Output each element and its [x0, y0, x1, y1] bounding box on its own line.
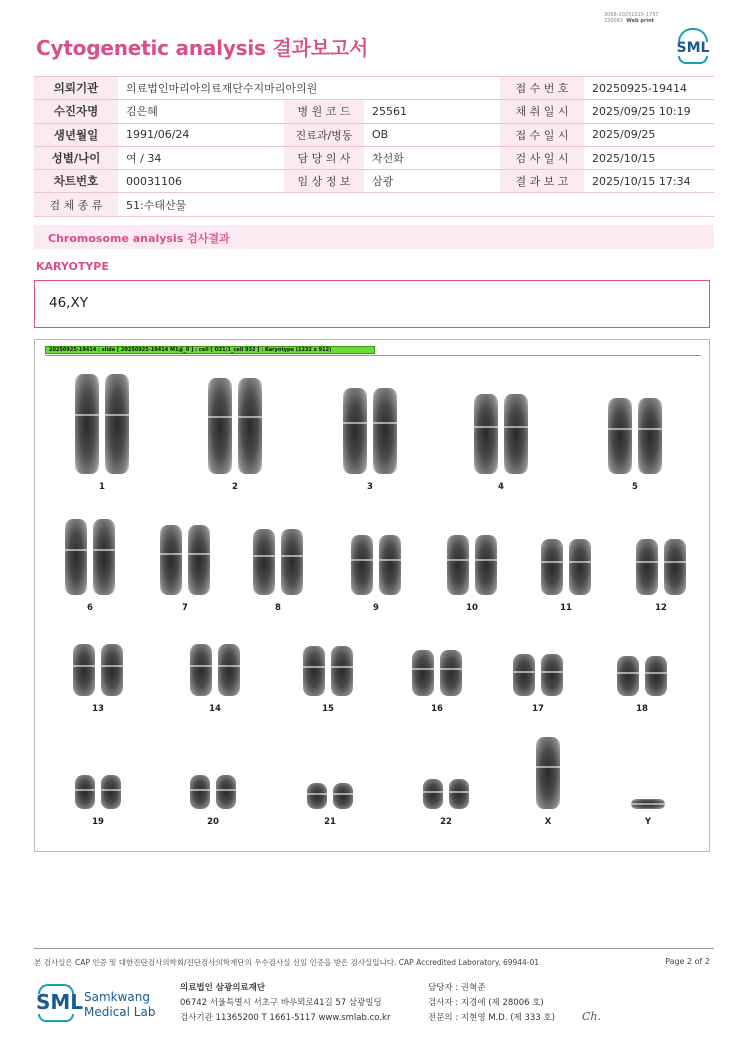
info-value: 2025/10/15 17:34	[584, 170, 714, 193]
info-value: 00031106	[118, 170, 284, 193]
chromosome-label: 10	[466, 603, 478, 613]
chromatid	[190, 644, 212, 696]
chromatid	[449, 779, 469, 809]
chromosome-y	[638, 785, 658, 809]
chromatid	[412, 650, 434, 696]
chromatid	[343, 388, 367, 474]
chromatid	[216, 775, 236, 809]
certification-note: 본 검사실은 CAP 인증 및 대한진단검사의학회/진단검사의학재단의 우수검사실 신임 인증을 받은 검사실입니다. CAP Accredited Laboratory. 69944-01	[34, 958, 540, 967]
info-row	[34, 193, 714, 216]
chromosome-label: X	[544, 817, 552, 827]
info-row	[34, 123, 714, 146]
chromatid	[617, 656, 639, 696]
chromatid	[631, 799, 665, 809]
samkwang-logo	[36, 984, 156, 1024]
info-row	[34, 77, 714, 100]
info-value: 김은혜	[118, 100, 284, 123]
staff-specialist: 전문의 : 지현영 M.D. (제 333 호)	[428, 1013, 555, 1023]
chromosome-label: 4	[498, 482, 504, 492]
chromatid	[333, 783, 353, 809]
chromosome-label: 13	[92, 704, 104, 714]
chromatid	[664, 539, 686, 595]
info-label: 접 수 일 시	[500, 123, 584, 146]
chromosome-label: 17	[532, 704, 544, 714]
chromatid	[218, 644, 240, 696]
info-label: 담 당 의 사	[284, 146, 364, 169]
chromosome-16	[412, 650, 462, 696]
chromatid	[447, 535, 469, 595]
info-value: 51:수태산물	[118, 193, 714, 216]
chromatid	[379, 535, 401, 595]
organization-name: 의료법인 삼광의료재단	[180, 983, 266, 993]
chromosome-label: 6	[87, 603, 93, 613]
karyogram-image	[34, 339, 710, 852]
info-label: 성별/나이	[34, 146, 118, 169]
chromatid	[253, 529, 275, 595]
organization-address: 06742 서울특별시 서초구 바우뫼로41길 57 삼광빌딩	[180, 998, 382, 1008]
info-value: 삼광	[364, 170, 500, 193]
chromosome-9	[351, 535, 401, 595]
info-label: 임 상 정 보	[284, 170, 364, 193]
chromosome-10	[447, 535, 497, 595]
karyogram-header: 20250925-19414 : slide [ 20250925-19414 M1@_0 ] : cell [ O21/1_cell 932 ] : Karyotype (1232 x 912)	[45, 346, 375, 354]
organization-contact: 검사기관 11365200 T 1661-5117 www.smlab.co.kr	[180, 1013, 391, 1023]
print-code-label: Web print	[626, 18, 655, 24]
info-value: 25561	[364, 100, 500, 123]
info-row	[34, 100, 714, 123]
chromatid	[636, 539, 658, 595]
chromatid	[208, 378, 232, 474]
info-value: 차선화	[364, 146, 500, 169]
chromatid	[65, 519, 87, 595]
chromosome-15	[303, 646, 353, 696]
chromosome-label: 21	[324, 817, 336, 827]
chromatid	[75, 374, 99, 474]
chromosome-label: 7	[182, 603, 188, 613]
chromatid	[474, 394, 498, 474]
chromatid	[541, 654, 563, 696]
chromosome-2	[208, 378, 262, 474]
sml-logo	[672, 26, 714, 66]
staff-manager: 담당자 : 권혁준	[428, 983, 486, 993]
chromatid	[160, 525, 182, 595]
chromatid	[238, 378, 262, 474]
chromosome-label: 15	[322, 704, 334, 714]
info-label: 의뢰기관	[34, 77, 118, 100]
chromatid	[73, 644, 95, 696]
chromatid	[351, 535, 373, 595]
chromosome-label: 19	[92, 817, 104, 827]
chromosome-label: Y	[644, 817, 652, 827]
info-value: 2025/09/25 10:19	[584, 100, 714, 123]
chromosome-label: 20	[207, 817, 219, 827]
chromatid	[423, 779, 443, 809]
samkwang-logo-sml: SML	[36, 990, 84, 1014]
chromosome-22	[423, 779, 469, 809]
chromatid	[373, 388, 397, 474]
page-number: Page 2 of 2	[665, 957, 710, 966]
chromatid	[307, 783, 327, 809]
karyogram-divider	[45, 355, 701, 356]
chromosome-18	[617, 656, 667, 696]
chromatid	[513, 654, 535, 696]
chromatid	[504, 394, 528, 474]
info-label: 생년월일	[34, 123, 118, 146]
info-label: 병 원 코 드	[284, 100, 364, 123]
chromosome-label: 9	[373, 603, 379, 613]
info-label: 수진자명	[34, 100, 118, 123]
info-label: 차트번호	[34, 170, 118, 193]
chromatid	[440, 650, 462, 696]
chromosome-label: 16	[431, 704, 443, 714]
chromosome-12	[636, 539, 686, 595]
chromatid	[638, 398, 662, 474]
info-value: 의료법인마리아의료재단수지마리아의원	[118, 77, 500, 100]
chromosome-14	[190, 644, 240, 696]
chromosome-label: 1	[99, 482, 105, 492]
karyotype-result-box	[34, 280, 710, 328]
chromosome-4	[474, 394, 528, 474]
chromosome-label: 14	[209, 704, 221, 714]
sml-logo-text: SML	[676, 40, 710, 56]
chromosome-20	[190, 775, 236, 809]
info-value: 여 / 34	[118, 146, 284, 169]
info-value: 1991/06/24	[118, 123, 284, 146]
chromatid	[93, 519, 115, 595]
chromatid	[645, 656, 667, 696]
chromatid	[101, 644, 123, 696]
chromatid	[281, 529, 303, 595]
chromatid	[75, 775, 95, 809]
info-label: 진료과/병동	[284, 123, 364, 146]
report-title: Cytogenetic analysis 결과보고서	[36, 36, 369, 60]
chromosome-label: 22	[440, 817, 452, 827]
patient-info-table	[34, 76, 714, 217]
info-row	[34, 170, 714, 193]
chromosome-3	[343, 388, 397, 474]
chromosome-label: 5	[632, 482, 638, 492]
info-value: 20250925-19414	[584, 77, 714, 100]
chromosome-label: 11	[560, 603, 572, 613]
chromosome-7	[160, 525, 210, 595]
info-label: 채 취 일 시	[500, 100, 584, 123]
chromosome-label: 18	[636, 704, 648, 714]
karyotype-label: KARYOTYPE	[36, 260, 109, 273]
chromatid	[331, 646, 353, 696]
signature: Ch.	[582, 1010, 601, 1023]
info-row	[34, 146, 714, 169]
chromatid	[190, 775, 210, 809]
chromosome-label: 3	[367, 482, 373, 492]
chromatid	[101, 775, 121, 809]
footer-divider	[34, 948, 714, 949]
chromatid	[541, 539, 563, 595]
chromosome-x	[536, 737, 560, 809]
chromosome-1	[75, 374, 129, 474]
chromosome-8	[253, 529, 303, 595]
chromosome-21	[307, 783, 353, 809]
organization-info	[180, 981, 390, 1026]
chromosome-5	[608, 398, 662, 474]
section-title: Chromosome analysis 검사결과	[48, 232, 230, 245]
info-value: 2025/09/25	[584, 123, 714, 146]
karyotype-value: 46,XY	[49, 295, 88, 311]
chromatid	[569, 539, 591, 595]
chromosome-6	[65, 519, 115, 595]
section-header	[34, 225, 714, 249]
print-code-id: 230083	[604, 18, 624, 24]
chromatid	[475, 535, 497, 595]
chromosome-label: 12	[655, 603, 667, 613]
info-label: 접 수 번 호	[500, 77, 584, 100]
print-code	[604, 12, 659, 24]
info-label: 결 과 보 고	[500, 170, 584, 193]
chromatid	[105, 374, 129, 474]
chromatid	[608, 398, 632, 474]
staff-tester: 검사자 : 지경애 (제 28006 호)	[428, 998, 544, 1008]
chromatid	[188, 525, 210, 595]
chromatid	[536, 737, 560, 809]
info-label: 검 체 종 류	[34, 193, 118, 216]
info-value: OB	[364, 123, 500, 146]
chromosome-label: 2	[232, 482, 238, 492]
chromosome-11	[541, 539, 591, 595]
chromatid	[303, 646, 325, 696]
chromosome-17	[513, 654, 563, 696]
print-code-line1: 3068-20251015-1737	[604, 12, 659, 18]
info-value: 2025/10/15	[584, 146, 714, 169]
staff-info	[428, 981, 555, 1026]
samkwang-logo-name1: Samkwang	[84, 990, 150, 1004]
chromosome-19	[75, 775, 121, 809]
chromosome-label: 8	[275, 603, 281, 613]
info-label: 검 사 일 시	[500, 146, 584, 169]
samkwang-logo-name2: Medical Lab	[84, 1005, 156, 1019]
chromosome-13	[73, 644, 123, 696]
